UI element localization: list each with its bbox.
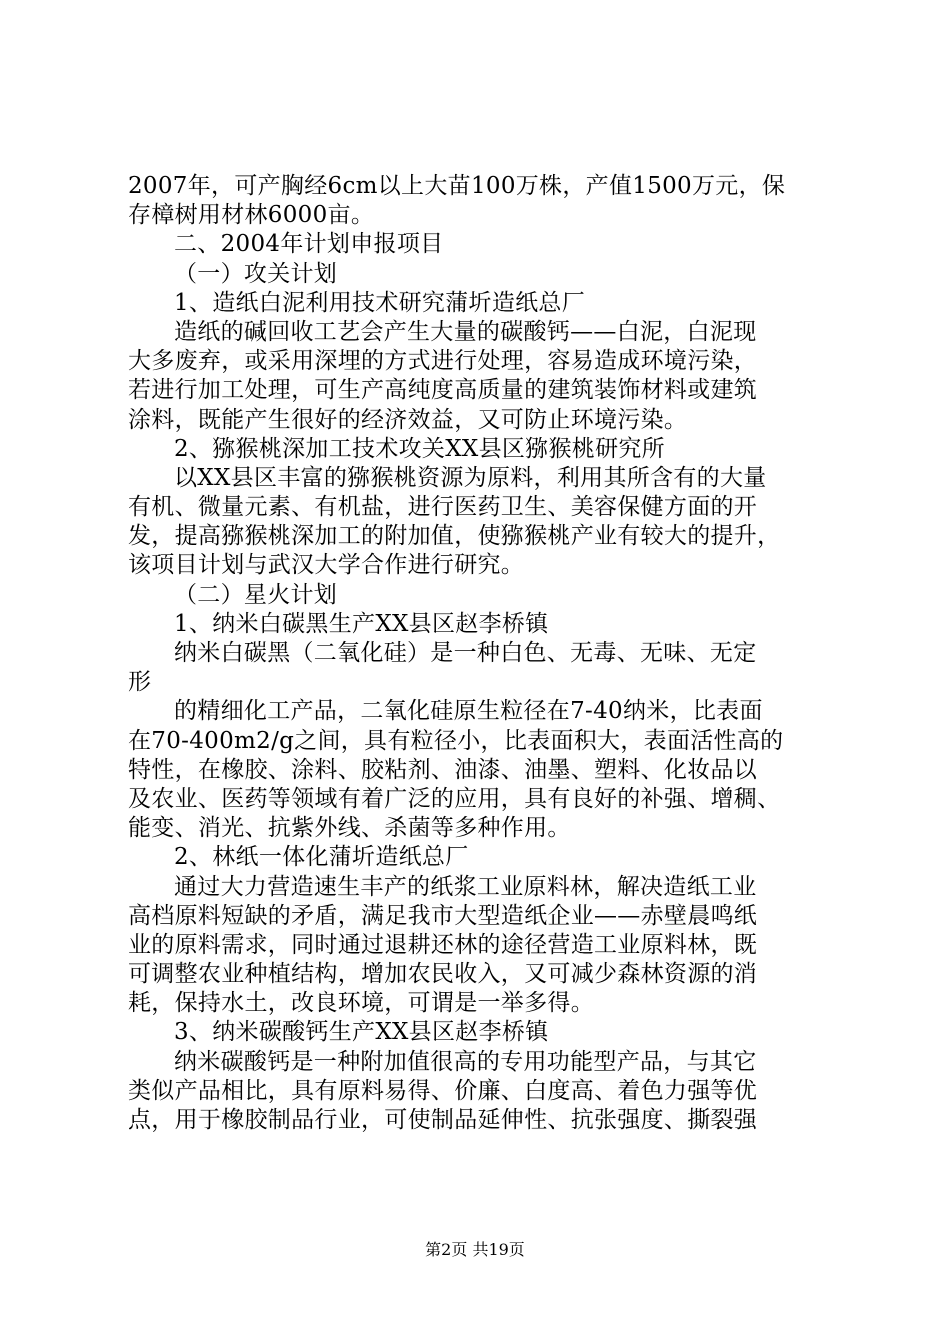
text-line: 可调整农业种植结构，增加农民收入，又可减少森林资源的消 — [128, 961, 758, 988]
text-line: 纳米白碳黑（二氧化硅）是一种白色、无毒、无味、无定 — [174, 640, 757, 666]
text-line: 造纸的碱回收工艺会产生大量的碳酸钙——白泥，白泥现 — [174, 318, 757, 345]
text-line: 发，提高猕猴桃深加工的附加值，使猕猴桃产业有较大的提升， — [128, 523, 781, 550]
text-line: 点，用于橡胶制品行业，可使制品延伸性、抗张强度、撕裂强 — [128, 1107, 758, 1133]
text-line: （一）攻关计划 — [174, 260, 338, 287]
text-line: 3、纳米碳酸钙生产XX县区赵李桥镇 — [174, 1019, 549, 1046]
body-text — [128, 172, 840, 1135]
text-line: 存樟树用材林6000亩。 — [128, 202, 375, 229]
text-line: 能变、消光、抗紫外线、杀菌等多种作用。 — [128, 815, 571, 842]
text-line: 纳米碳酸钙是一种附加值很高的专用功能型产品，与其它 — [174, 1048, 757, 1075]
text-line: 类似产品相比，具有原料易得、价廉、白度高、着色力强等优 — [128, 1077, 758, 1104]
text-line: 该项目计划与武汉大学合作进行研究。 — [128, 552, 525, 579]
text-line: 以XX县区丰富的猕猴桃资源为原料，利用其所含有的大量 — [174, 464, 767, 491]
text-line: 业的原料需求，同时通过退耕还林的途径营造工业原料林，既 — [128, 931, 758, 958]
text-line: 1、造纸白泥利用技术研究蒲圻造纸总厂 — [174, 289, 586, 316]
text-line: 涂料，既能产生很好的经济效益，又可防止环境污染。 — [128, 406, 688, 433]
text-line: 2、猕猴桃深加工技术攻关XX县区猕猴桃研究所 — [174, 435, 665, 462]
text-line: 在70-400m2/g之间，具有粒径小，比表面积大，表面活性高的 — [128, 727, 784, 754]
text-line: 二、2004年计划申报项目 — [174, 231, 444, 258]
text-line: 耗，保持水土，改良环境，可谓是一举多得。 — [128, 990, 594, 1017]
text-line: 的精细化工产品，二氧化硅原生粒径在7-40纳米，比表面 — [174, 698, 763, 725]
text-line: 有机、微量元素、有机盐，进行医药卫生、美容保健方面的开 — [128, 494, 758, 521]
text-line: 特性，在橡胶、涂料、胶粘剂、油漆、油墨、塑料、化妆品以 — [128, 756, 758, 783]
text-line: 2007年，可产胸经6cm以上大苗100万株，产值1500万元，保 — [128, 173, 786, 199]
text-line: 通过大力营造速生丰产的纸浆工业原料林，解决造纸工业 — [174, 873, 757, 900]
page-footer: 第2页 共19页 — [425, 1240, 525, 1259]
text-line: 若进行加工处理，可生产高纯度高质量的建筑装饰材料或建筑 — [128, 377, 758, 404]
text-line: 形 — [128, 669, 152, 696]
text-line: 大多废弃，或采用深埋的方式进行处理，容易造成环境污染， — [128, 348, 758, 375]
text-line: 1、纳米白碳黑生产XX县区赵李桥镇 — [174, 610, 549, 637]
text-line: 及农业、医药等领域有着广泛的应用，具有良好的补强、增稠、 — [128, 785, 781, 812]
text-line: 高档原料短缺的矛盾，满足我市大型造纸企业——赤壁晨鸣纸 — [128, 902, 758, 929]
text-line: 2、林纸一体化蒲圻造纸总厂 — [174, 844, 469, 871]
text-line: （二）星火计划 — [174, 581, 338, 608]
